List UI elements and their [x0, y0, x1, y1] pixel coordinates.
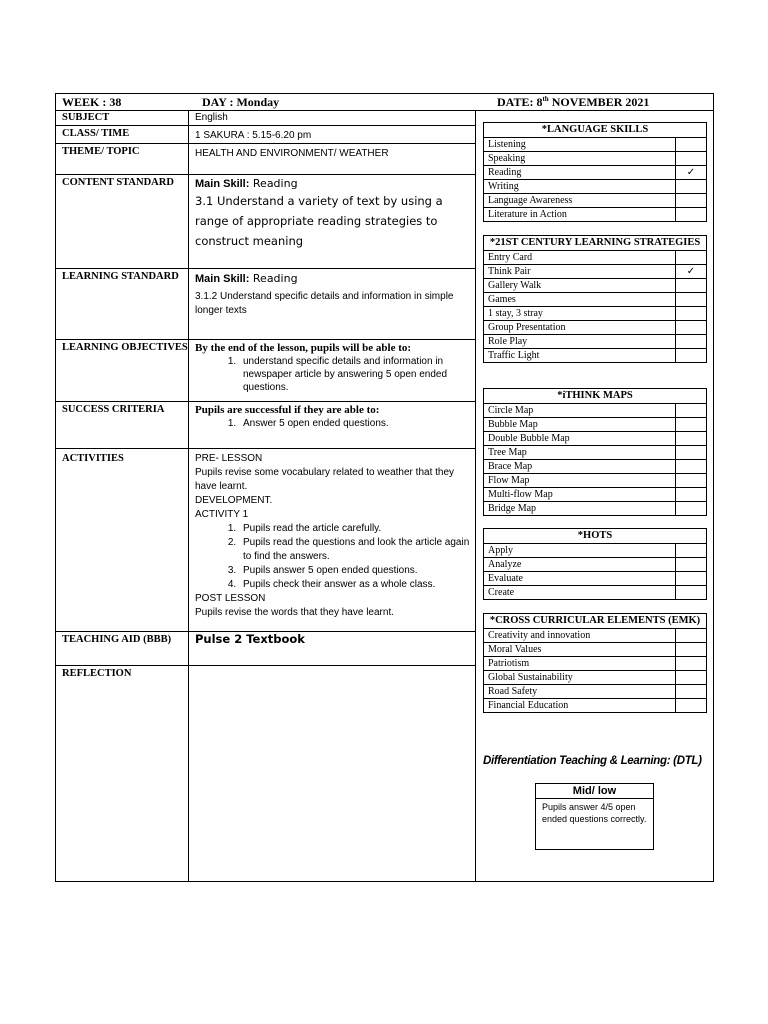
learning-standard-text: 3.1.2 Understand specific details and information in simple longer texts	[195, 291, 454, 316]
check-cell	[675, 699, 706, 712]
check-cell	[675, 657, 706, 670]
checklist-item: Role Play	[484, 335, 706, 349]
check-cell	[675, 671, 706, 684]
checklist-item: Double Bubble Map	[484, 432, 706, 446]
checklist-item: Road Safety	[484, 685, 706, 699]
check-cell	[675, 586, 706, 599]
development-heading: DEVELOPMENT.	[195, 495, 273, 506]
checklist-item: Bridge Map	[484, 502, 706, 515]
learning-standard-label: LEARNING STANDARD	[56, 269, 189, 339]
checklist-item: Group Presentation	[484, 321, 706, 335]
lesson-details	[56, 110, 476, 881]
checklist-item: Create	[484, 586, 706, 599]
activity-step: 2. Pupils read the questions and look the article again to find the answers.	[239, 536, 471, 564]
check-cell	[675, 194, 706, 207]
checklist-item: Entry Card	[484, 251, 706, 265]
check-cell	[675, 558, 706, 571]
date-sup: th	[542, 95, 549, 103]
content-standard-label: CONTENT STANDARD	[56, 175, 189, 268]
row-theme	[56, 144, 475, 175]
header-row	[56, 94, 713, 111]
ithink-maps-title: *iTHINK MAPS	[484, 389, 706, 404]
checklist-item: Global Sustainability	[484, 671, 706, 685]
success-criteria-value	[189, 402, 475, 448]
cross-curricular-title: *CROSS CURRICULAR ELEMENTS (EMK)	[484, 614, 706, 629]
teaching-aid-label: TEACHING AID (BBB)	[56, 632, 189, 665]
checklist-item: Reading ✓	[484, 166, 706, 180]
checklist-item: Listening	[484, 138, 706, 152]
class-time-value: 1 SAKURA : 5.15-6.20 pm	[195, 130, 312, 141]
check-cell	[675, 404, 706, 417]
checklist-item: Gallery Walk	[484, 279, 706, 293]
activity-step: 3. Pupils answer 5 open ended questions.	[239, 564, 471, 578]
theme-label: THEME/ TOPIC	[56, 144, 189, 174]
checkmark-icon: ✓	[675, 166, 706, 179]
date-prefix: DATE: 8	[497, 95, 543, 109]
check-cell	[675, 502, 706, 515]
row-class-time	[56, 126, 475, 144]
check-cell	[675, 138, 706, 151]
checklist-item: Flow Map	[484, 474, 706, 488]
check-cell	[675, 279, 706, 292]
learning-strategies-title: *21ST CENTURY LEARNING STRATEGIES	[484, 236, 706, 251]
activity-heading: ACTIVITY 1	[195, 509, 249, 520]
activities-label: ACTIVITIES	[56, 449, 189, 631]
ls-main-skill-label: Main Skill:	[195, 273, 250, 285]
check-cell	[675, 460, 706, 473]
subject-value: English	[195, 112, 228, 123]
checklist-item: Brace Map	[484, 460, 706, 474]
check-cell	[675, 208, 706, 221]
check-cell	[675, 643, 706, 656]
day-label: DAY : Monday	[202, 95, 280, 109]
checklist-item: Multi-flow Map	[484, 488, 706, 502]
row-learning-standard	[56, 269, 475, 340]
content-standard-value	[189, 175, 475, 268]
checklist-item: Games	[484, 293, 706, 307]
content-main-skill: Reading	[249, 177, 298, 190]
learning-objectives-label: LEARNING OBJECTIVES	[56, 340, 189, 401]
dtl-box	[535, 783, 654, 850]
checklist-item: Patriotism	[484, 657, 706, 671]
check-cell	[675, 307, 706, 320]
checklist-item: Speaking	[484, 152, 706, 166]
check-cell	[675, 474, 706, 487]
check-cell	[675, 488, 706, 501]
post-lesson-text: Pupils revise the words that they have learnt.	[195, 607, 394, 618]
check-cell	[675, 321, 706, 334]
reflection-label: REFLECTION	[56, 666, 189, 881]
date-suffix: NOVEMBER 2021	[548, 95, 650, 109]
check-cell	[675, 418, 706, 431]
checklist-item: Think Pair ✓	[484, 265, 706, 279]
check-cell	[675, 152, 706, 165]
hots-title: *HOTS	[484, 529, 706, 544]
ls-main-skill: Reading	[249, 272, 298, 285]
check-cell	[675, 544, 706, 557]
activity-step: 1. Pupils read the article carefully.	[239, 522, 471, 536]
cross-curricular-table	[483, 613, 707, 713]
checklist-item: Literature in Action	[484, 208, 706, 221]
checklist-item: Circle Map	[484, 404, 706, 418]
checklist-item: Financial Education	[484, 699, 706, 712]
row-activities	[56, 449, 475, 632]
objectives-intro: By the end of the lesson, pupils will be able to:	[195, 342, 412, 354]
reflection-value	[189, 666, 475, 881]
check-cell	[675, 572, 706, 585]
success-criteria-label: SUCCESS CRITERIA	[56, 402, 189, 448]
checklist-item: 1 stay, 3 stray	[484, 307, 706, 321]
checklist-item: Moral Values	[484, 643, 706, 657]
class-time-label: CLASS/ TIME	[56, 126, 189, 143]
dtl-title: Differentiation Teaching & Learning: (DTL)	[483, 755, 702, 767]
learning-objectives-value	[189, 340, 475, 401]
check-cell	[675, 180, 706, 193]
criteria-item: 1. Answer 5 open ended questions.	[239, 417, 471, 430]
checklist-item: Apply	[484, 544, 706, 558]
row-reflection	[56, 666, 475, 881]
pre-lesson-text: Pupils revise some vocabulary related to weather that they have learnt.	[195, 467, 455, 492]
activities-value	[189, 449, 475, 631]
ithink-maps-table	[483, 388, 707, 516]
row-teaching-aid	[56, 632, 475, 666]
checklist-item: Analyze	[484, 558, 706, 572]
language-skills-table	[483, 122, 707, 222]
check-cell	[675, 629, 706, 642]
check-cell	[675, 432, 706, 445]
content-main-skill-label: Main Skill:	[195, 178, 250, 190]
pre-lesson-heading: PRE- LESSON	[195, 453, 263, 464]
learning-strategies-table	[483, 235, 707, 363]
subject-label: SUBJECT	[56, 110, 189, 125]
teaching-aid-value: Pulse 2 Textbook	[195, 632, 305, 646]
dtl-text: Pupils answer 4/5 open ended questions correctly.	[542, 802, 647, 824]
content-standard-text: 3.1 Understand a variety of text by using a range of appropriate reading strategies to construct meaning	[195, 194, 443, 248]
check-cell	[675, 251, 706, 264]
checklist-item: Evaluate	[484, 572, 706, 586]
checkmark-icon: ✓	[675, 265, 706, 278]
checklist-item: Tree Map	[484, 446, 706, 460]
objective-item: 1. understand specific details and information in newspaper article by answering 5 open ended questions.	[239, 355, 471, 394]
check-cell	[675, 685, 706, 698]
checklist-item: Language Awareness	[484, 194, 706, 208]
check-cell	[675, 293, 706, 306]
language-skills-title: *LANGUAGE SKILLS	[484, 123, 706, 138]
check-cell	[675, 446, 706, 459]
checklist-item: Creativity and innovation	[484, 629, 706, 643]
row-subject	[56, 110, 475, 126]
week-label: WEEK : 38	[62, 95, 122, 109]
criteria-intro: Pupils are successful if they are able to:	[195, 404, 380, 416]
checklist-item: Writing	[484, 180, 706, 194]
row-learning-objectives	[56, 340, 475, 402]
hots-table	[483, 528, 707, 600]
check-cell	[675, 335, 706, 348]
checklist-item: Bubble Map	[484, 418, 706, 432]
dtl-level: Mid/ low	[536, 784, 653, 799]
activity-step: 4. Pupils check their answer as a whole class.	[239, 578, 471, 592]
check-cell	[675, 349, 706, 362]
theme-value: HEALTH AND ENVIRONMENT/ WEATHER	[195, 148, 389, 159]
row-success-criteria	[56, 402, 475, 449]
date-label	[497, 95, 649, 110]
learning-standard-value	[189, 269, 475, 339]
row-content-standard	[56, 175, 475, 269]
post-lesson-heading: POST LESSON	[195, 593, 266, 604]
checklist-item: Traffic Light	[484, 349, 706, 362]
